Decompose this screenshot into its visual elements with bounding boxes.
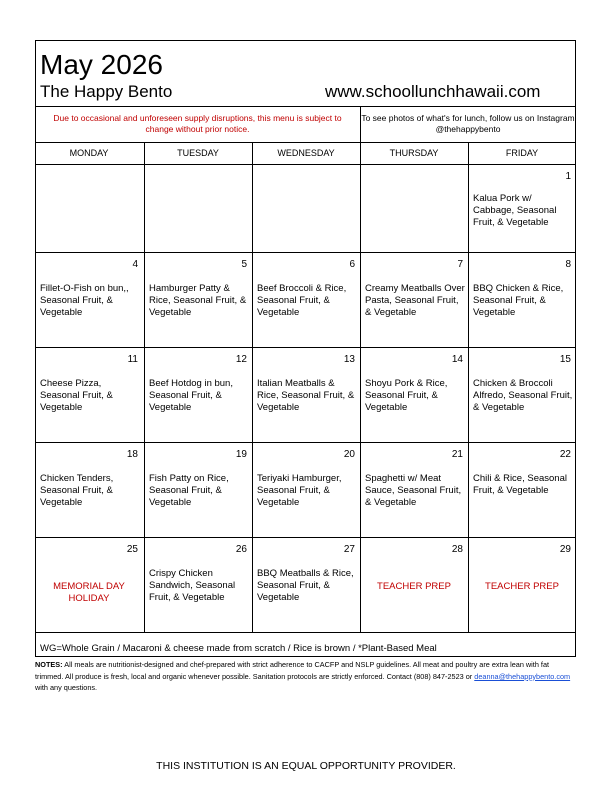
date-number: 5 xyxy=(241,259,247,270)
calendar-cell xyxy=(468,347,576,442)
date-number: 15 xyxy=(559,354,571,365)
date-number: 27 xyxy=(343,544,355,555)
supply-notice: Due to occasional and unforeseen supply disruptions, this menu is subject to change without prior notice. xyxy=(53,113,342,134)
calendar-cell xyxy=(252,164,360,252)
date-number: 29 xyxy=(559,544,571,555)
holiday-label: TEACHER PREP xyxy=(377,581,451,592)
notes-tail: with any questions. xyxy=(35,683,98,693)
meal-text: BBQ Meatballs & Rice, Seasonal Fruit, & Vegetable xyxy=(257,568,354,603)
calendar-cell xyxy=(360,442,468,537)
date-number: 28 xyxy=(451,544,463,555)
instagram-notice: To see photos of what's for lunch, follow us on Instagram @thehappybento xyxy=(361,113,575,134)
meal-text: Fillet-O-Fish on bun,, Seasonal Fruit, & Vegetable xyxy=(40,283,129,318)
meal-text: Fish Patty on Rice, Seasonal Fruit, & Vegetable xyxy=(149,473,229,508)
day-header-wednesday: WEDNESDAY xyxy=(277,148,335,158)
calendar-cell xyxy=(360,537,468,632)
calendar-cell xyxy=(252,442,360,537)
legend: WG=Whole Grain / Macaroni & cheese made from scratch / Rice is brown / *Plant-Based Meal xyxy=(40,643,437,654)
calendar-cell xyxy=(252,252,360,347)
calendar-cell xyxy=(468,164,576,252)
meal-text: Chicken & Broccoli Alfredo, Seasonal Fruit, & Vegetable xyxy=(473,378,573,413)
divider xyxy=(35,106,576,107)
date-number: 12 xyxy=(235,354,247,365)
date-number: 14 xyxy=(451,354,463,365)
date-number: 22 xyxy=(559,449,571,460)
date-number: 18 xyxy=(126,449,138,460)
company-name: The Happy Bento xyxy=(40,82,173,101)
meal-text: Teriyaki Hamburger, Seasonal Fruit, & Vegetable xyxy=(257,473,342,508)
divider xyxy=(35,142,576,143)
date-number: 21 xyxy=(451,449,463,460)
day-header-thursday: THURSDAY xyxy=(389,148,439,158)
date-number: 25 xyxy=(126,544,138,555)
date-number: 13 xyxy=(343,354,355,365)
equal-opportunity-statement: THIS INSTITUTION IS AN EQUAL OPPORTUNITY PROVIDER. xyxy=(156,760,456,772)
calendar-cell xyxy=(144,537,252,632)
calendar-cell xyxy=(252,537,360,632)
calendar-cell xyxy=(35,347,143,442)
meal-text: Beef Broccoli & Rice, Seasonal Fruit, & Vegetable xyxy=(257,283,347,318)
calendar-cell xyxy=(468,537,576,632)
date-number: 4 xyxy=(132,259,138,270)
meal-text: Chili & Rice, Seasonal Fruit, & Vegetable xyxy=(473,473,567,496)
calendar-cell xyxy=(144,442,252,537)
holiday-label: TEACHER PREP xyxy=(485,581,559,592)
calendar-cell xyxy=(35,537,143,632)
page-title: May 2026 xyxy=(40,49,163,80)
day-header-monday: MONDAY xyxy=(69,148,109,158)
calendar-cell xyxy=(35,252,143,347)
meal-text: Beef Hotdog in bun, Seasonal Fruit, & Vegetable xyxy=(149,378,233,413)
date-number: 6 xyxy=(349,259,355,270)
calendar-cell xyxy=(360,347,468,442)
calendar-cell xyxy=(144,347,252,442)
divider xyxy=(35,632,576,633)
meal-text: Kalua Pork w/ Cabbage, Seasonal Fruit, & Vegetable xyxy=(473,193,557,228)
calendar-cell xyxy=(468,252,576,347)
calendar-cell xyxy=(252,347,360,442)
day-header-friday: FRIDAY xyxy=(505,148,539,158)
divider xyxy=(360,106,361,142)
notes-text: All meals are nutritionist-designed and chef-prepared with strict adherence to CACFP and NSLP guidelines. All meat and poultry are extra lean with fat trimmed. All produce is fresh, local and organic whenever possible. Sanitation protocols are strictly enforced. Contact (808) 847-2523 or xyxy=(35,660,550,681)
calendar-cell xyxy=(144,252,252,347)
calendar-cell xyxy=(35,442,143,537)
notes xyxy=(35,659,576,694)
meal-text: Chicken Tenders, Seasonal Fruit, & Vegetable xyxy=(40,473,114,508)
calendar-cell xyxy=(144,164,252,252)
date-number: 20 xyxy=(343,449,355,460)
calendar-cell xyxy=(360,252,468,347)
date-number: 7 xyxy=(457,259,463,270)
website-link[interactable]: www.schoollunchhawaii.com xyxy=(325,82,541,101)
date-number: 8 xyxy=(565,259,571,270)
date-number: 1 xyxy=(565,171,571,182)
calendar-cell xyxy=(468,442,576,537)
date-number: 11 xyxy=(127,354,138,365)
meal-text: Cheese Pizza, Seasonal Fruit, & Vegetable xyxy=(40,378,113,413)
date-number: 26 xyxy=(235,544,247,555)
meal-text: Spaghetti w/ Meat Sauce, Seasonal Fruit, & Vegetable xyxy=(365,473,462,508)
meal-text: Hamburger Patty & Rice, Seasonal Fruit, & Vegetable xyxy=(149,283,247,318)
meal-text: Creamy Meatballs Over Pasta, Seasonal Fruit, & Vegetable xyxy=(365,283,465,318)
meal-text: Crispy Chicken Sandwich, Seasonal Fruit, & Vegetable xyxy=(149,568,236,603)
date-number: 19 xyxy=(235,449,247,460)
day-header-tuesday: TUESDAY xyxy=(177,148,219,158)
meal-text: BBQ Chicken & Rice, Seasonal Fruit, & Vegetable xyxy=(473,283,564,318)
calendar-cell xyxy=(360,164,468,252)
holiday-label: MEMORIAL DAY HOLIDAY xyxy=(53,581,125,604)
calendar-cell xyxy=(35,164,143,252)
notes-label: NOTES: xyxy=(35,660,63,669)
email-link[interactable]: deanna@thehappybento.com xyxy=(474,671,571,681)
meal-text: Shoyu Pork & Rice, Seasonal Fruit, & Vegetable xyxy=(365,378,448,413)
meal-text: Italian Meatballs & Rice, Seasonal Fruit, & Vegetable xyxy=(257,378,355,413)
